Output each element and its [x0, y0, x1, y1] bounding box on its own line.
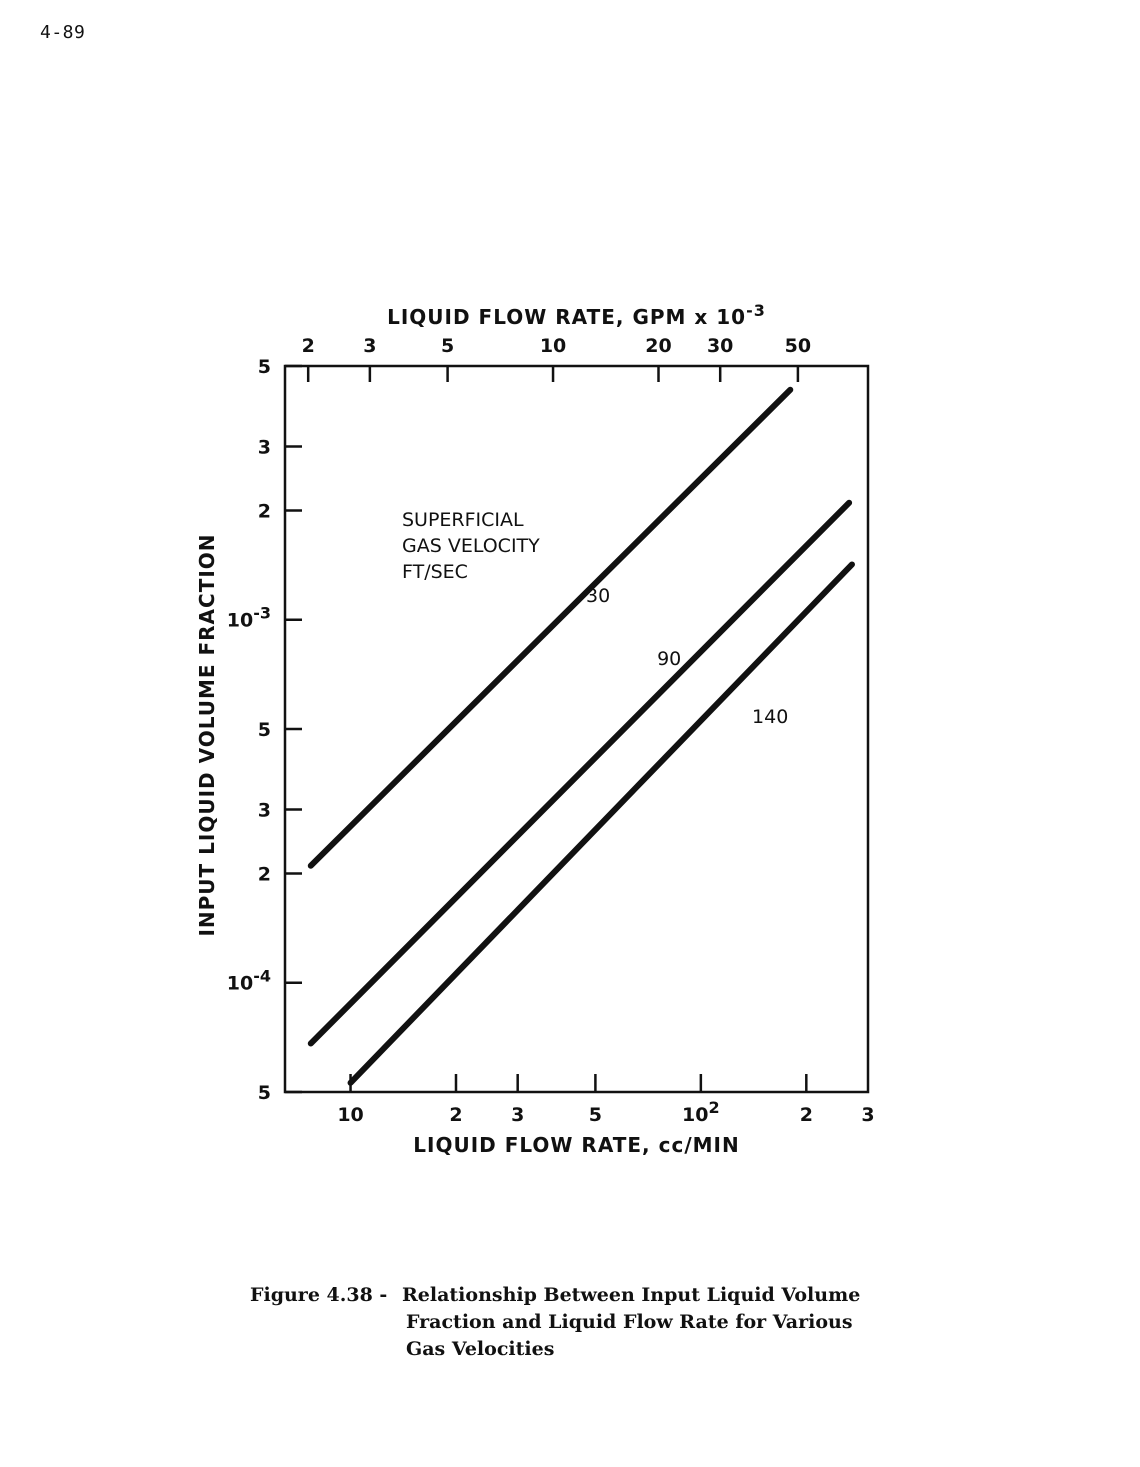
x-tick-label-1: 2: [449, 1104, 463, 1126]
series-label-30: 30: [585, 584, 611, 607]
x2-tick-label-4: 20: [645, 335, 672, 357]
y-tick-label-7: $10^{-4}$: [226, 966, 271, 995]
x2-tick-label-5: 30: [706, 335, 734, 357]
y-tick-label-4: 5: [257, 719, 271, 741]
page-number: 4-89: [40, 22, 86, 43]
caption-label: Figure 4.38 -: [250, 1284, 388, 1306]
y-tick-label-3: $10^{-3}$: [226, 603, 271, 632]
series-label-140: 140: [752, 705, 789, 728]
caption-line-1: Relationship Between Input Liquid Volume: [402, 1284, 861, 1306]
x2-axis-title: LIQUID FLOW RATE, GPM x $10^{-3}$: [387, 301, 766, 329]
figure-caption: [250, 1282, 860, 1363]
y-tick-label-1: 3: [257, 436, 271, 459]
x-tick-label-2: 3: [511, 1104, 525, 1126]
x2-tick-label-1: 3: [363, 335, 377, 357]
y-tick-label-8: 5: [257, 1082, 271, 1104]
y-tick-label-0: 5: [257, 356, 271, 378]
series-line-30: [311, 390, 791, 866]
x-axis-title: LIQUID FLOW RATE, cc/MIN: [413, 1133, 740, 1157]
series-line-140: [351, 564, 852, 1082]
y-tick-label-2: 2: [257, 500, 271, 523]
y-tick-label-6: 2: [257, 863, 271, 886]
x-tick-label-0: 10: [337, 1104, 364, 1126]
caption-line-2: Fraction and Liquid Flow Rate for Various: [406, 1311, 853, 1333]
legend-title-line-1: GAS VELOCITY: [402, 535, 540, 557]
x2-tick-label-3: 10: [539, 335, 567, 357]
legend-title-line-0: SUPERFICIAL: [402, 509, 524, 531]
x-tick-label-6: 3: [861, 1104, 875, 1126]
legend-title-line-2: FT/SEC: [402, 561, 468, 583]
x-tick-label-4: $10^2$: [682, 1098, 720, 1126]
x-tick-label-5: 2: [799, 1104, 813, 1126]
caption-line-3: Gas Velocities: [406, 1338, 555, 1360]
x2-tick-label-2: 5: [440, 335, 455, 357]
series-line-90: [311, 503, 849, 1044]
series-label-90: 90: [657, 648, 682, 671]
x2-tick-label-6: 50: [784, 335, 812, 357]
x2-tick-label-0: 2: [301, 335, 315, 357]
y-tick-label-5: 3: [257, 799, 271, 822]
x-tick-label-3: 5: [588, 1104, 603, 1126]
y-axis-title: INPUT LIQUID VOLUME FRACTION: [195, 533, 219, 937]
